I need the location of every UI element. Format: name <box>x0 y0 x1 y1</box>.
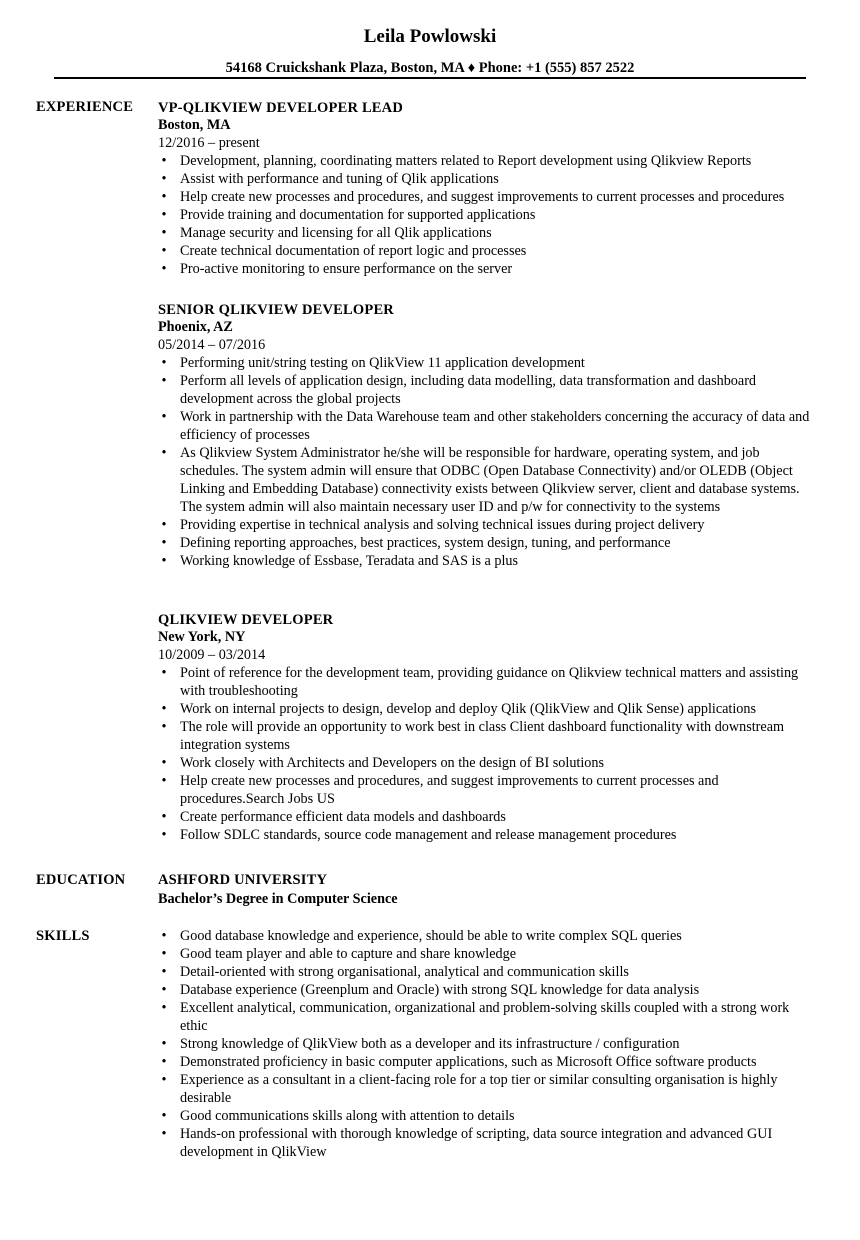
bullet-icon: • <box>161 153 167 169</box>
list-item <box>158 354 818 372</box>
job-location: Boston, MA <box>158 117 231 133</box>
list-item <box>158 718 818 754</box>
list-item <box>158 152 818 170</box>
bullet-text: Working knowledge of Essbase, Teradata and SAS is a plus <box>180 553 519 569</box>
job-location: Phoenix, AZ <box>158 319 233 335</box>
bullet-text: Work closely with Architects and Developers on the design of BI solutions <box>180 755 605 771</box>
header-divider <box>54 77 806 79</box>
bullet-text: Point of reference for the development team, providing guidance on Qlikview technical matters and assisting with troubleshooting <box>180 665 799 699</box>
contact-line: 54168 Cruickshank Plaza, Boston, MA ♦ Phone: +1 (555) 857 2522 <box>225 60 635 76</box>
list-item <box>158 754 818 772</box>
list-item <box>158 1107 818 1125</box>
job-location: New York, NY <box>158 629 246 645</box>
bullet-text: Perform all levels of application design, including data modelling, data transformation and dashboard development across the global projects <box>180 373 757 407</box>
bullet-text: Defining reporting approaches, best practices, system design, tuning, and performance <box>180 535 671 551</box>
job-dates: 10/2009 – 03/2014 <box>158 647 266 663</box>
bullet-text: Performing unit/string testing on QlikView 11 application development <box>180 355 585 371</box>
bullet-icon: • <box>161 701 167 717</box>
list-item <box>158 664 818 700</box>
skills-list <box>158 927 818 1161</box>
bullet-icon: • <box>161 409 167 425</box>
list-item <box>158 444 818 516</box>
list-item <box>158 999 818 1035</box>
list-item <box>158 408 818 444</box>
bullet-icon: • <box>161 1108 167 1124</box>
section-label-education: EDUCATION <box>36 872 126 888</box>
bullet-icon: • <box>161 755 167 771</box>
bullet-icon: • <box>161 535 167 551</box>
education-entry <box>158 871 818 909</box>
bullet-text: Help create new processes and procedures, and suggest improvements to current processes and procedures <box>180 189 785 205</box>
experience-entry <box>158 301 818 570</box>
list-item <box>158 808 818 826</box>
bullet-text: Development, planning, coordinating matters related to Report development using Qlikview Reports <box>180 153 752 169</box>
list-item <box>158 772 818 808</box>
bullet-text: Provide training and documentation for supported applications <box>180 207 536 223</box>
section-label-skills: SKILLS <box>36 928 90 944</box>
bullet-icon: • <box>161 1036 167 1052</box>
skill-text: Good team player and able to capture and share knowledge <box>180 946 517 962</box>
list-item <box>158 206 818 224</box>
bullet-icon: • <box>161 373 167 389</box>
bullet-icon: • <box>161 946 167 962</box>
bullet-text: Follow SDLC standards, source code management and release management procedures <box>180 827 677 843</box>
list-item <box>158 700 818 718</box>
skill-text: Hands-on professional with thorough knowledge of scripting, data source integration and advanced GUI development in QlikView <box>180 1126 773 1160</box>
list-item <box>158 981 818 999</box>
list-item <box>158 1071 818 1107</box>
section-label-experience: EXPERIENCE <box>36 99 134 115</box>
bullet-icon: • <box>161 773 167 789</box>
skill-text: Excellent analytical, communication, organizational and problem-solving skills coupled with a strong work ethic <box>180 1000 790 1034</box>
job-dates: 12/2016 – present <box>158 135 260 151</box>
skill-text: Experience as a consultant in a client-facing role for a top tier or similar consulting organisation is highly desirable <box>180 1072 778 1106</box>
list-item <box>158 1053 818 1071</box>
list-item <box>158 927 818 945</box>
bullet-icon: • <box>161 1000 167 1016</box>
bullet-icon: • <box>161 827 167 843</box>
bullet-icon: • <box>161 982 167 998</box>
bullet-text: Manage security and licensing for all Qlik applications <box>180 225 492 241</box>
job-title: SENIOR QLIKVIEW DEVELOPER <box>158 302 394 318</box>
bullet-icon: • <box>161 261 167 277</box>
skill-text: Detail-oriented with strong organisational, analytical and communication skills <box>180 964 629 980</box>
bullet-icon: • <box>161 189 167 205</box>
list-item <box>158 1035 818 1053</box>
job-dates: 05/2014 – 07/2016 <box>158 337 266 353</box>
list-item <box>158 188 818 206</box>
job-title: VP-QLIKVIEW DEVELOPER LEAD <box>158 100 404 116</box>
skill-text: Good database knowledge and experience, should be able to write complex SQL queries <box>180 928 682 944</box>
skill-text: Database experience (Greenplum and Oracle) with strong SQL knowledge for data analysis <box>180 982 700 998</box>
candidate-name: Leila Powlowski <box>363 26 497 47</box>
bullet-icon: • <box>161 809 167 825</box>
skills-bullets <box>158 927 818 1161</box>
bullet-text: Pro-active monitoring to ensure performance on the server <box>180 261 513 277</box>
bullet-text: Assist with performance and tuning of Qlik applications <box>180 171 499 187</box>
bullet-icon: • <box>161 1126 167 1142</box>
school-name: ASHFORD UNIVERSITY <box>158 872 328 888</box>
job-bullets <box>158 152 818 278</box>
bullet-icon: • <box>161 553 167 569</box>
list-item <box>158 242 818 260</box>
experience-entry <box>158 99 818 278</box>
bullet-icon: • <box>161 355 167 371</box>
list-item <box>158 945 818 963</box>
skill-text: Strong knowledge of QlikView both as a developer and its infrastructure / configuration <box>180 1036 680 1052</box>
bullet-text: Work on internal projects to design, develop and deploy Qlik (QlikView and Qlik Sense) applications <box>180 701 757 717</box>
list-item <box>158 260 818 278</box>
job-bullets <box>158 354 818 570</box>
list-item <box>158 1125 818 1161</box>
bullet-text: As Qlikview System Administrator he/she will be responsible for hardware, operating system, and job schedules. The system admin will ensure that ODBC (Open Database Connectivity) and/or OLEDB (Object Linking and Embedding Database) connectivity exists between Qlikview server, client and database systems. The system admin will also maintain necessary user ID and p/w for connectivity to the systems <box>180 445 800 515</box>
experience-entry <box>158 611 818 844</box>
bullet-icon: • <box>161 665 167 681</box>
bullet-icon: • <box>161 171 167 187</box>
list-item <box>158 534 818 552</box>
bullet-icon: • <box>161 225 167 241</box>
bullet-text: The role will provide an opportunity to work best in class Client dashboard functionality with downstream integration systems <box>180 719 785 753</box>
bullet-text: Work in partnership with the Data Warehouse team and other stakeholders concerning the accuracy of data and efficiency of processes <box>180 409 810 443</box>
bullet-icon: • <box>161 1054 167 1070</box>
list-item <box>158 826 818 844</box>
bullet-icon: • <box>161 207 167 223</box>
bullet-icon: • <box>161 445 167 461</box>
bullet-text: Providing expertise in technical analysis and solving technical issues during project delivery <box>180 517 705 533</box>
list-item <box>158 516 818 534</box>
job-bullets <box>158 664 818 844</box>
bullet-icon: • <box>161 928 167 944</box>
list-item <box>158 224 818 242</box>
bullet-icon: • <box>161 964 167 980</box>
bullet-icon: • <box>161 719 167 735</box>
bullet-icon: • <box>161 243 167 259</box>
bullet-text: Help create new processes and procedures, and suggest improvements to current processes and procedures.Search Jobs US <box>180 773 719 807</box>
list-item <box>158 372 818 408</box>
bullet-icon: • <box>161 517 167 533</box>
bullet-text: Create performance efficient data models and dashboards <box>180 809 506 825</box>
bullet-icon: • <box>161 1072 167 1088</box>
list-item <box>158 552 818 570</box>
degree: Bachelor’s Degree in Computer Science <box>158 891 398 907</box>
skill-text: Demonstrated proficiency in basic computer applications, such as Microsoft Office software products <box>180 1054 757 1070</box>
skill-text: Good communications skills along with attention to details <box>180 1108 515 1124</box>
bullet-text: Create technical documentation of report logic and processes <box>180 243 527 259</box>
list-item <box>158 170 818 188</box>
job-title: QLIKVIEW DEVELOPER <box>158 612 334 628</box>
list-item <box>158 963 818 981</box>
